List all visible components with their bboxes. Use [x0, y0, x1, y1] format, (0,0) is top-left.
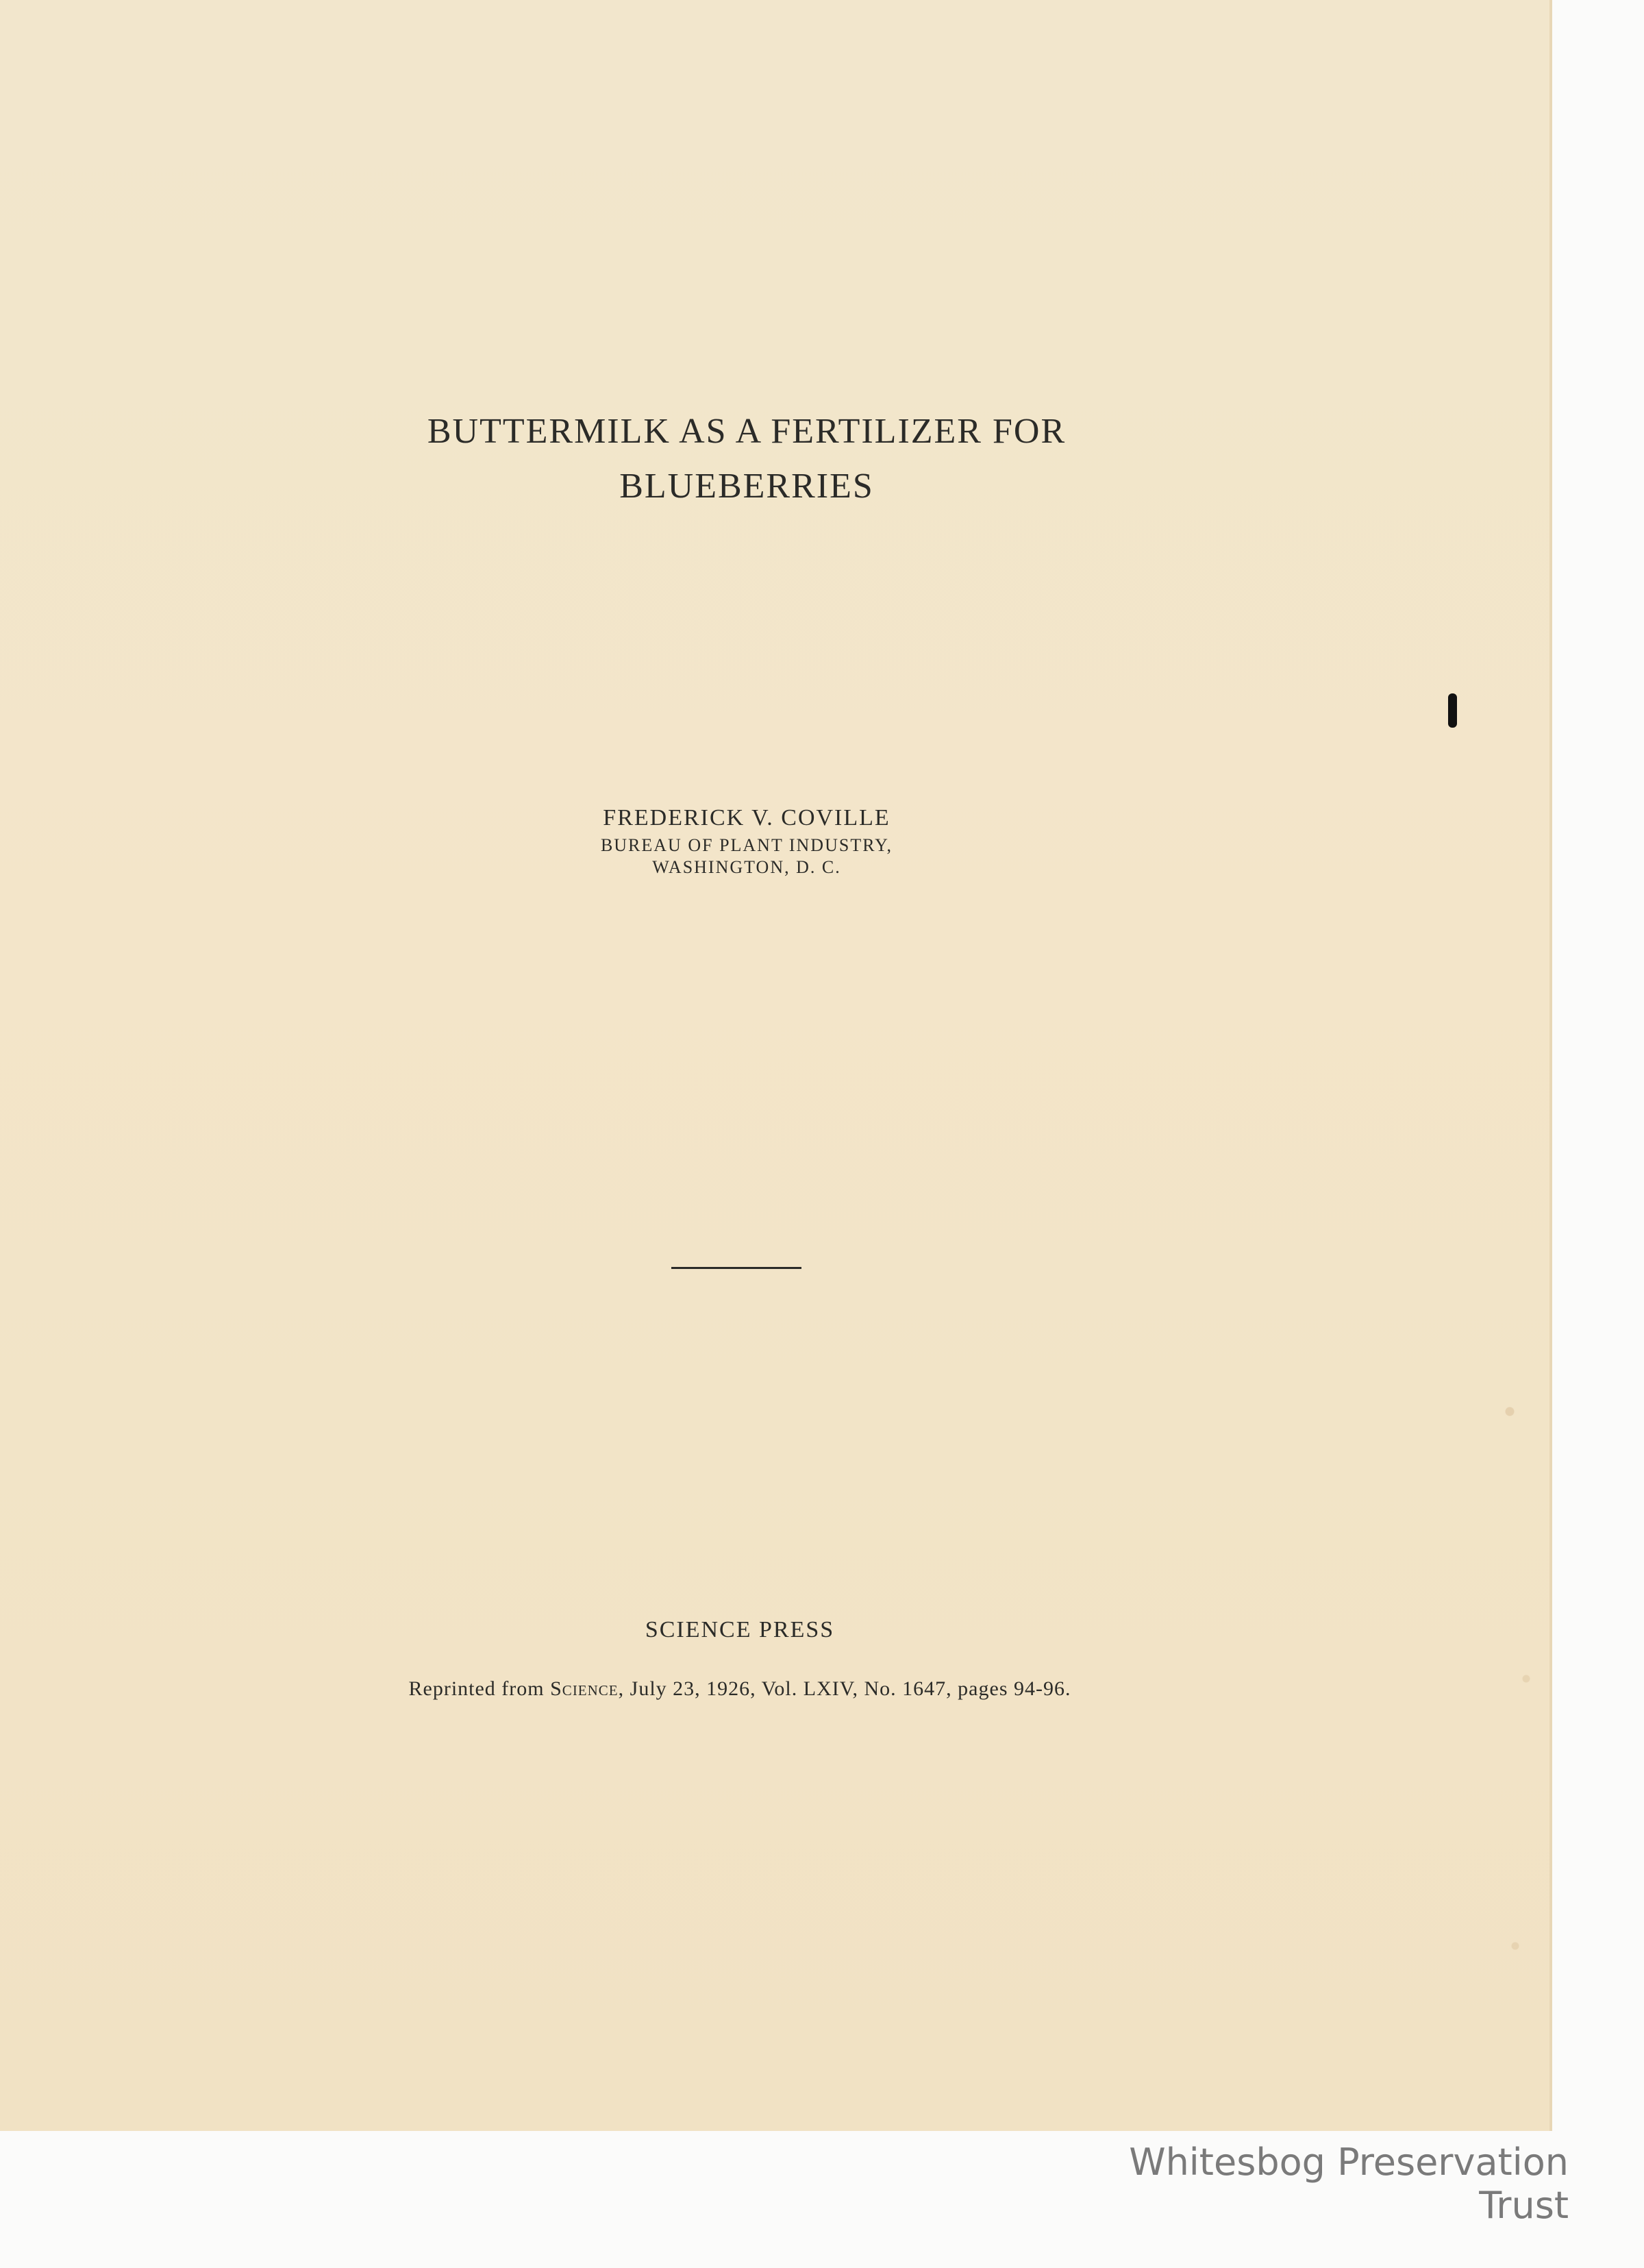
binding-hole-mark — [1448, 693, 1457, 728]
reprint-journal: Science — [550, 1677, 619, 1700]
affiliation-line-1: BUREAU OF PLANT INDUSTRY, — [600, 835, 893, 855]
document-title — [0, 404, 1493, 514]
reprint-prefix: Reprinted from — [408, 1677, 551, 1700]
publisher: SCIENCE PRESS — [645, 1617, 835, 1642]
author-name: FREDERICK V. COVILLE — [603, 805, 891, 830]
reprint-suffix: , July 23, 1926, Vol. LXIV, No. 1647, pages 94-96. — [618, 1677, 1071, 1700]
affiliation-line-2: WASHINGTON, D. C. — [652, 857, 841, 877]
paper-stains — [1493, 1233, 1548, 2124]
reprint-note — [0, 1677, 1480, 1701]
watermark: Whitesbog Preservation Trust — [1129, 2141, 1569, 2227]
horizontal-rule — [671, 1267, 801, 1269]
title-line-1: BUTTERMILK AS A FERTILIZER FOR — [427, 412, 1067, 451]
title-line-2: BLUEBERRIES — [619, 467, 874, 506]
author-block — [0, 802, 1493, 878]
